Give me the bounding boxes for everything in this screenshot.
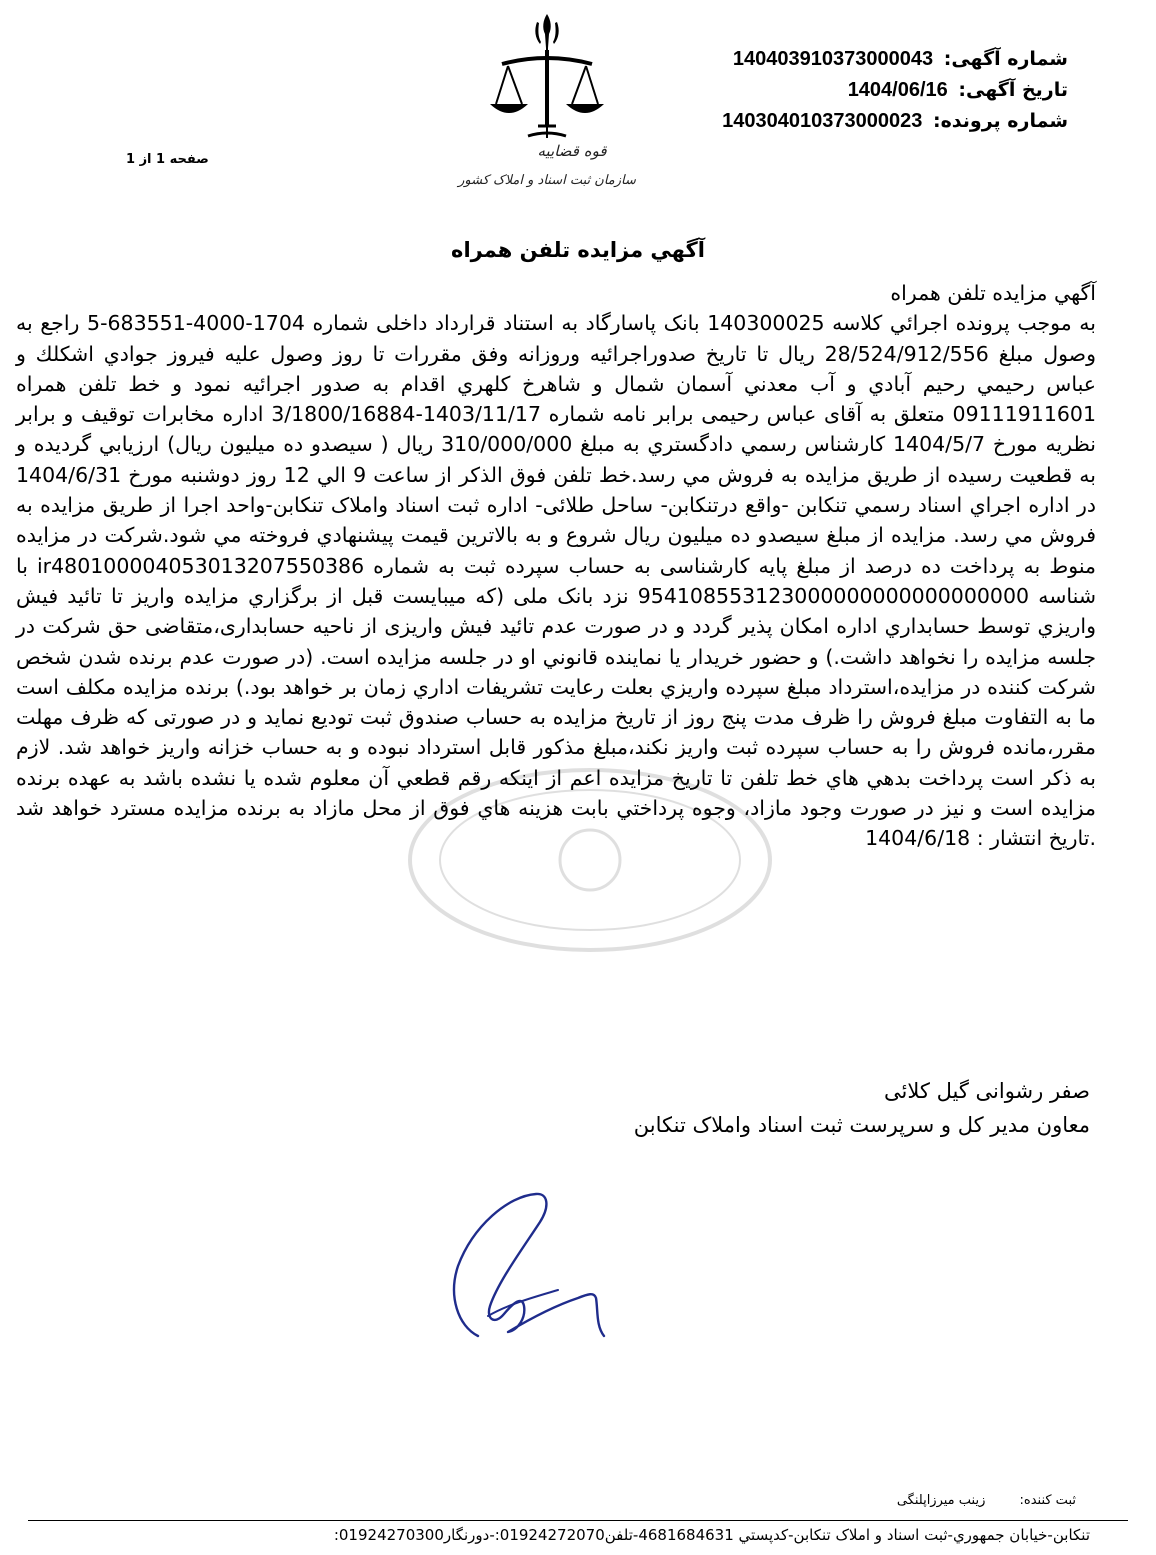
- judiciary-emblem-icon: [458, 8, 636, 194]
- document-title: آگهي مزايده تلفن همراه: [451, 238, 705, 262]
- body-paragraph: به موجب پرونده اجرائي كلاسه 140300025 بانک پاسارگاد به استناد قرارداد داخلی شماره 1704-4000-683551-5 راجع به وصول مبلغ 28/524/912/556 ريال تا تاریخ صدوراجرائیه وروزانه وفق مقررات تا روز وصول عليه فيروز جوادي اشكلك و عباس رحيمي رحيم آبادي و آب معدني آسمان شمال و شاهرخ كلهري اقدام به صدور اجرائيه نمود و خط تلفن همراه 09111911601 متعلق به آقای عباس رحیمی برابر نامه شماره 1403/11/17-3/1800/16884 اداره مخابرات توقيف و برابر نظريه مورخ 1404/5/7 كارشناس رسمي دادگستري به مبلغ 310/000/000 ريال ( سیصدو ده میلیون ریال) ارزيابي گرديده و به قطعيت رسيده از طريق مزايده به فروش مي رسد.خط تلفن فوق الذكر از ساعت 9 الي 12 روز دوشنبه مورخ 1404/6/31 در اداره اجراي اسناد رسمي تنكابن -واقع درتنکابن- ساحل طلائی- اداره ثبت اسناد واملاک تنکابن-واحد اجرا از طريق مزايده به فروش مي رسد. مزايده از مبلغ سیصدو ده میلیون ريال شروع و به بالاترين قيمت پيشنهادي فروخته مي شود.شرکت در مزایده منوط به پرداخت ده درصد از مبلغ پایه کارشناسی به حساب سپرده ثبت به شماره ir480100004053013207550386 با شناسه 954108553123000000000000000000 نزد بانک ملی (كه ميبايست قبل از برگزاري مزايده واريز تا تائيد فيش واريزي توسط حسابداري اداره امكان پذير گردد و در صورت عدم تائید فیش واریزی از ناحیه حسابداری،متقاضی حق شرکت در جلسه مزایده را نخواهد داشت.) و حضور خريدار يا نماينده قانوني او در جلسه مزايده است. (در صورت عدم برنده شدن شخص شرکت کننده در مزایده،استرداد مبلغ سپرده واريزي بعلت رعايت تشريفات اداري زمان بر خواهد بود.) برنده مزايده مكلف است ما به التفاوت مبلغ فروش را ظرف مدت پنج روز از تاريخ مزايده به حساب صندوق ثبت توديع نمايد و در صورتی که ظرف مهلت مقرر،مانده فروش را به حساب سپرده ثبت واریز نکند،مبلغ مذکور قابل استرداد نبوده و به حساب خزانه واریز خواهد شد. لازم به ذكر است پرداخت بدهي هاي خط تلفن تا تاريخ مزايده اعم از اينكه رقم قطعي آن معلوم شده يا نشده باشد به عهده برنده مزايده است و نيز در صورت وجود مازاد، وجوه پرداختي بابت هزينه هاي فوق از محل مازاد به برنده مزايده مسترد خواهد شد .تاريخ انتشار : 1404/6/18: [16, 311, 1097, 851]
- emblem-line-judiciary: قوه قضاییه: [537, 142, 607, 160]
- registrar-label: ثبت کننده:: [1019, 1493, 1076, 1508]
- footer-address: تنکابن-خيابان جمهوري-ثبت اسناد و املاک تنکابن-کدپستي 4681684631-تلفن01924272070:-دورنگار01924270300:: [333, 1526, 1090, 1544]
- emblem-line-organization: سازمان ثبت اسناد و املاک کشور: [458, 173, 636, 188]
- signatory-position: معاون مدیر کل و سرپرست ثبت اسناد واملاک تنکابن: [633, 1113, 1090, 1137]
- notice-meta: [722, 44, 1068, 137]
- body-subtitle: آگهي مزايده تلفن همراه: [890, 281, 1096, 305]
- notice-body: [16, 278, 1096, 854]
- notice-number-row: [722, 44, 1068, 75]
- footer-divider: [28, 1520, 1128, 1521]
- notice-date-label: تاریخ آگهی:: [958, 79, 1068, 101]
- notice-date-row: [722, 75, 1068, 106]
- case-number: 140304010373000023: [722, 110, 923, 132]
- registrar-name: زینب میرزاپلنگی: [896, 1493, 986, 1508]
- handwritten-signature-icon: [418, 1186, 638, 1346]
- notice-date: 1404/06/16: [847, 79, 948, 101]
- registrar-line: [897, 1493, 1076, 1508]
- notice-number: 140403910373000043: [732, 48, 934, 70]
- notice-number-label: شماره آگهی:: [943, 48, 1068, 70]
- case-number-row: [722, 106, 1068, 137]
- signatory-block: [634, 1074, 1090, 1142]
- case-number-label: شماره پرونده:: [932, 110, 1068, 132]
- page-number: صفحه 1 از 1: [126, 152, 209, 167]
- signatory-name: صفر رشوانی گیل کلائی: [884, 1079, 1090, 1103]
